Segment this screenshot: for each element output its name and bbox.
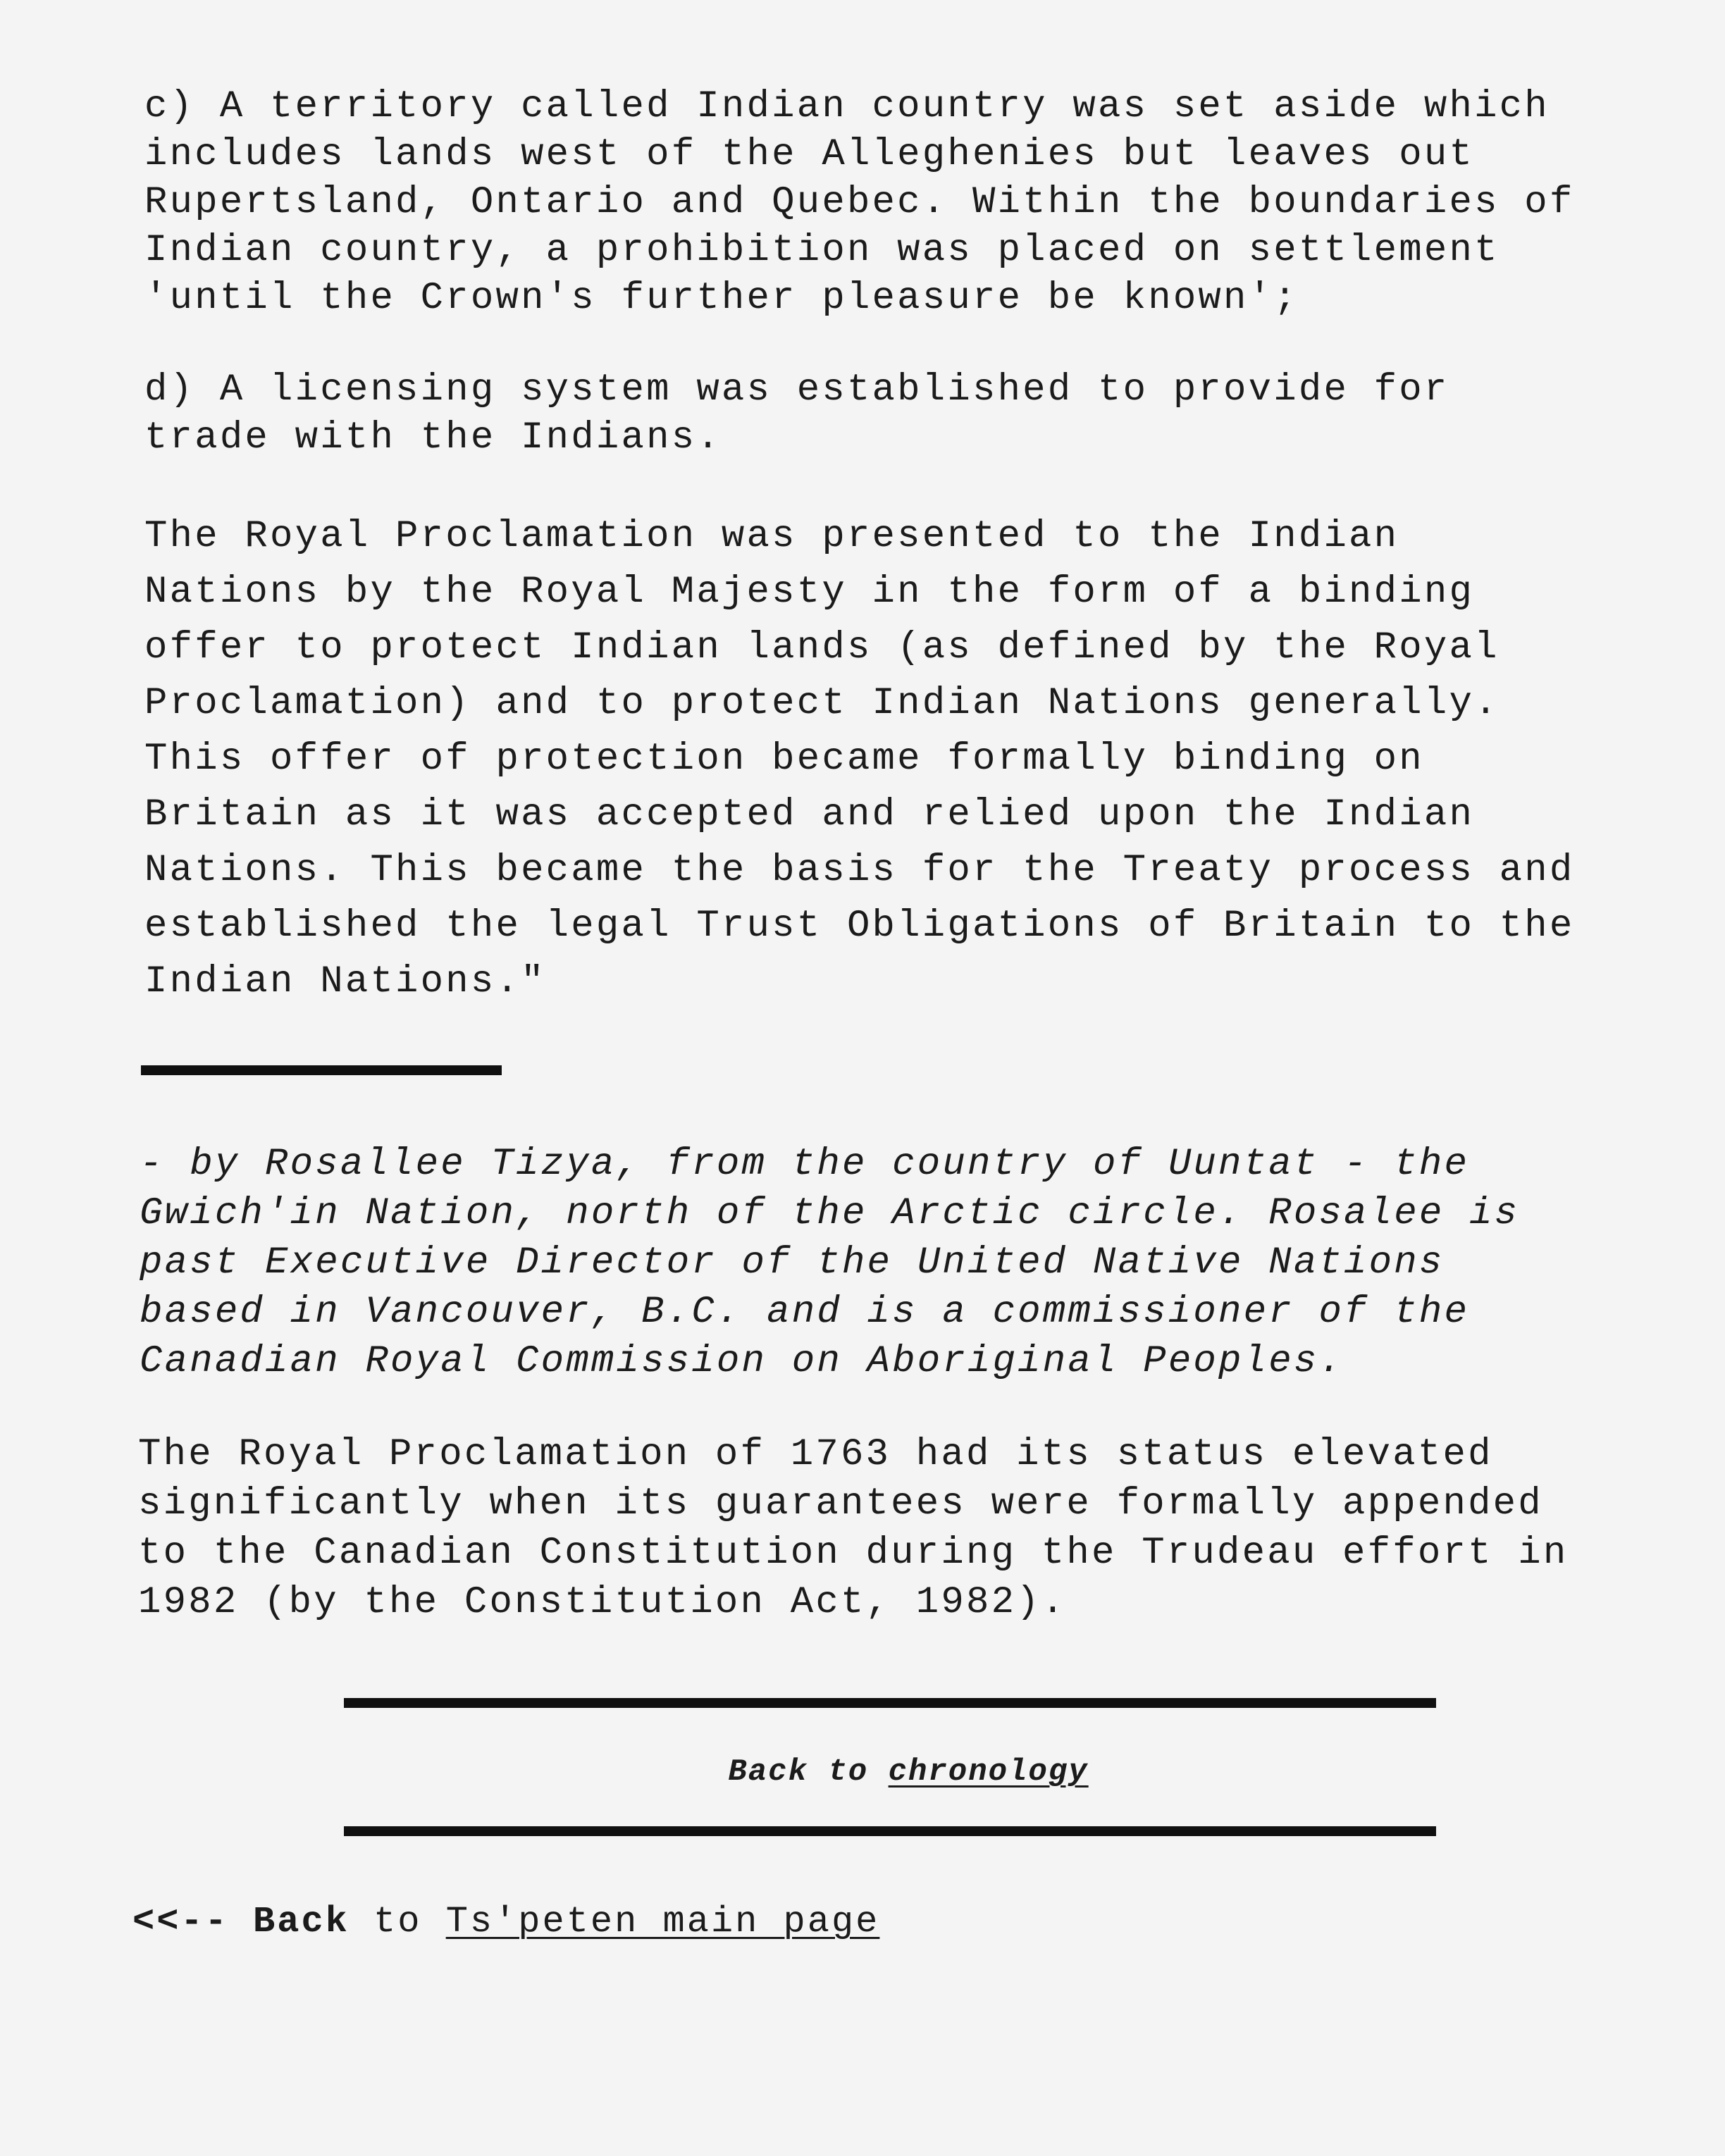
- text-line: This offer of protection became formally binding on: [144, 738, 1424, 781]
- main-page-link[interactable]: Ts'peten main page: [445, 1901, 880, 1943]
- text-line: based in Vancouver, B.C. and is a commissioner of the: [140, 1291, 1470, 1334]
- back-arrow-icon: <<--: [132, 1901, 254, 1943]
- text-line: Gwich'in Nation, north of the Arctic circle. Rosalee is: [140, 1192, 1520, 1235]
- text-line: Britain as it was accepted and relied upon the Indian: [144, 793, 1475, 836]
- text-line: includes lands west of the Alleghenies but leaves out: [144, 133, 1475, 176]
- paragraph-c: [144, 83, 1659, 323]
- text-line: significantly when its guarantees were formally appended: [138, 1482, 1543, 1525]
- paragraph-proclamation: [144, 509, 1659, 1010]
- text-line: Rupertsland, Ontario and Quebec. Within the boundaries of: [144, 181, 1575, 224]
- chronology-nav: [0, 1754, 1725, 1790]
- chronology-nav-prefix: Back to: [728, 1754, 889, 1790]
- text-line: Nations. This became the basis for the Treaty process and: [144, 849, 1575, 892]
- back-label: Back: [253, 1901, 350, 1943]
- text-line: Canadian Royal Commission on Aboriginal Peoples.: [140, 1340, 1344, 1383]
- paragraph-status: [138, 1430, 1653, 1628]
- short-divider: [141, 1065, 502, 1075]
- text-line: c) A territory called Indian country was set aside which: [144, 85, 1550, 128]
- paragraph-d: [144, 366, 1659, 462]
- main-nav-middle: to: [349, 1901, 446, 1943]
- text-line: The Royal Proclamation of 1763 had its status elevated: [138, 1433, 1493, 1476]
- chronology-link[interactable]: chronology: [888, 1754, 1089, 1790]
- author-note: [140, 1140, 1655, 1387]
- text-line: offer to protect Indian lands (as defined by the Royal: [144, 626, 1500, 669]
- text-line: The Royal Proclamation was presented to the Indian: [144, 515, 1399, 558]
- text-line: - by Rosallee Tizya, from the country of Uuntat - the: [140, 1143, 1470, 1186]
- text-line: 1982 (by the Constitution Act, 1982).: [138, 1581, 1067, 1624]
- text-line: Indian Nations.": [144, 960, 546, 1003]
- text-line: Indian country, a prohibition was placed on settlement: [144, 229, 1500, 272]
- text-line: Nations by the Royal Majesty in the form of a binding: [144, 571, 1475, 614]
- horizontal-rule: [344, 1826, 1436, 1836]
- text-line: Proclamation) and to protect Indian Nations generally.: [144, 682, 1500, 725]
- text-line: trade with the Indians.: [144, 416, 722, 459]
- text-line: established the legal Trust Obligations of Britain to the: [144, 905, 1575, 948]
- text-line: to the Canadian Constitution during the Trudeau effort in: [138, 1532, 1569, 1575]
- horizontal-rule: [344, 1698, 1436, 1708]
- text-line: past Executive Director of the United Native Nations: [140, 1241, 1445, 1284]
- text-line: 'until the Crown's further pleasure be known';: [144, 277, 1299, 320]
- text-line: d) A licensing system was established to provide for: [144, 368, 1449, 411]
- main-page-nav: [132, 1901, 879, 1943]
